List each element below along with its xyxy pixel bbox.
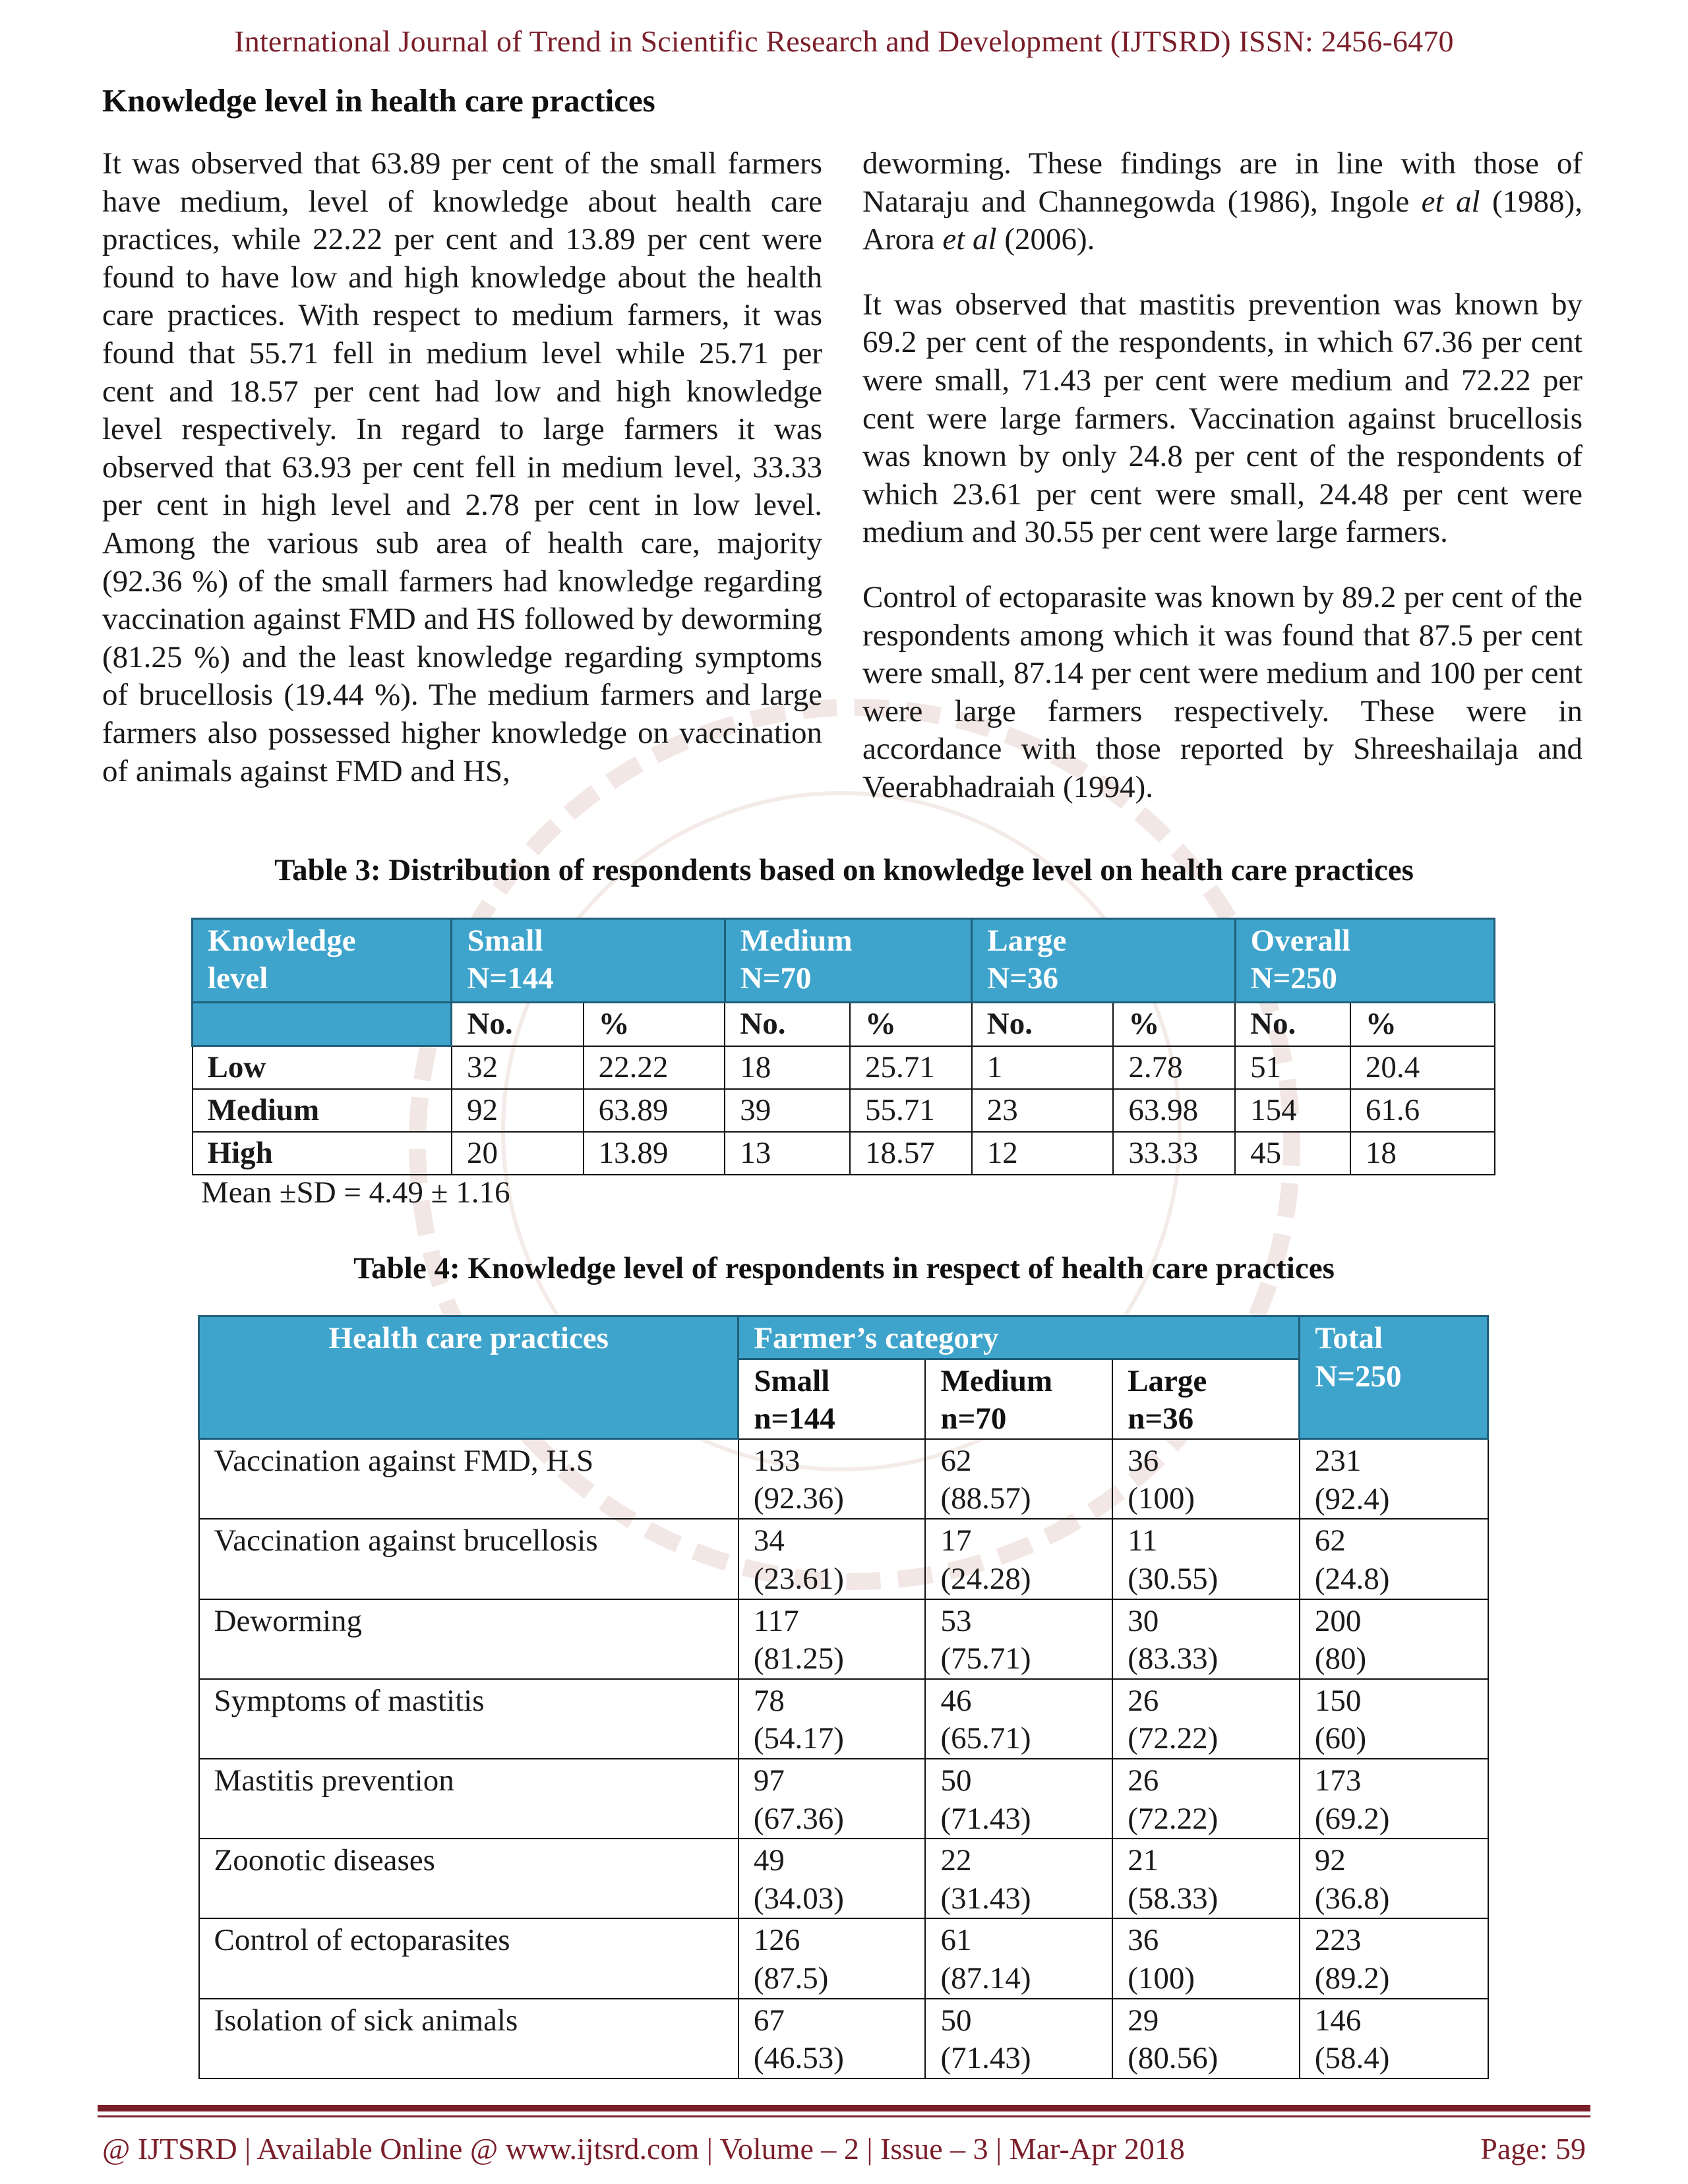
journal-header: International Journal of Trend in Scientific Research and Development (IJTSRD) ISSN: 2456-6470 — [234, 24, 1454, 58]
table3-subheader-blank — [193, 1003, 452, 1046]
table-cell: 117 (81.25) — [738, 1599, 926, 1679]
left-paragraph: It was observed that 63.89 per cent of the small farmers have medium, level of knowledge about health care practices, while 22.22 per cent and 13.89 per cent were found to have low and high knowledge about the health care practices. With respect to medium farmers, it was found that 55.71 fell in medium level while 25.71 per cent and 18.57 per cent had low and high knowledge level respectively. In regard to large farmers it was observed that 63.93 per cent fell in medium level, 33.33 per cent in high level and 2.78 per cent in low level. Among the various sub area of health care, majority (92.36 %) of the small farmers had knowledge regarding vaccination against FMD and HS followed by deworming (81.25 %) and the least knowledge regarding symptoms of brucellosis (19.44 %). The medium farmers and large farmers also possessed higher knowledge on vaccination of animals against FMD and HS, — [102, 146, 822, 788]
table-cell: 26 (72.22) — [1112, 1759, 1300, 1839]
table-row — [199, 1918, 1488, 1998]
table-cell: 67 (46.53) — [738, 1999, 926, 2079]
left-column — [102, 145, 822, 790]
table4-practice-label: Zoonotic diseases — [199, 1839, 738, 1918]
table-cell: 32 — [452, 1046, 584, 1090]
table-cell: 25.71 — [850, 1046, 972, 1090]
table4-sub-small: Small n=144 — [738, 1359, 926, 1439]
table-row — [199, 1759, 1488, 1839]
table-cell: 63.98 — [1113, 1089, 1235, 1132]
table4-title: Table 4: Knowledge level of respondents in respect of health care practices — [353, 1251, 1335, 1285]
table-cell: 22 (31.43) — [925, 1839, 1112, 1918]
table4-practice-label: Control of ectoparasites — [199, 1918, 738, 1998]
table3-row-label: Medium — [193, 1089, 452, 1132]
table4-sub-medium: Medium n=70 — [925, 1359, 1112, 1439]
table-cell: 1 — [972, 1046, 1114, 1090]
table3-sub-no: No. — [452, 1003, 584, 1046]
table-row — [199, 1599, 1488, 1679]
table3-sub-no: No. — [972, 1003, 1114, 1046]
table3-sub-pct: % — [584, 1003, 725, 1046]
table-cell: 150 (60) — [1300, 1679, 1488, 1759]
table-cell: 33.33 — [1113, 1132, 1235, 1175]
table4-group-header-row — [199, 1316, 1488, 1359]
table-row — [193, 1132, 1495, 1175]
table-cell: 34 (23.61) — [738, 1519, 926, 1599]
table-cell: 53 (75.71) — [925, 1599, 1112, 1679]
table3-group-header-row — [193, 919, 1495, 1003]
table-cell: 36 (100) — [1112, 1439, 1300, 1520]
table3-header-small: Small N=144 — [452, 919, 725, 1003]
table-row — [199, 1999, 1488, 2079]
table3-title: Table 3: Distribution of respondents based on knowledge level on health care practices — [274, 853, 1414, 887]
table-cell: 200 (80) — [1300, 1599, 1488, 1679]
table4-header-practices: Health care practices — [199, 1316, 738, 1439]
table-cell: 92 — [452, 1089, 584, 1132]
table-cell: 39 — [725, 1089, 850, 1132]
table-cell: 51 — [1235, 1046, 1350, 1090]
table-cell: 22.22 — [584, 1046, 725, 1090]
table3-sub-pct: % — [1113, 1003, 1235, 1046]
table-cell: 55.71 — [850, 1089, 972, 1132]
table-cell: 154 — [1235, 1089, 1350, 1132]
table-cell: 13.89 — [584, 1132, 725, 1175]
right-paragraph-1: deworming. These findings are in line with those of Nataraju and Channegowda (1986), Ingole et al (1988), Arora et al (2006). — [862, 146, 1582, 257]
table3-sub-pct: % — [1350, 1003, 1495, 1046]
table4-practice-label: Symptoms of mastitis — [199, 1679, 738, 1759]
table-cell: 20 — [452, 1132, 584, 1175]
table-cell: 36 (100) — [1112, 1918, 1300, 1998]
footer-divider-thin — [98, 2115, 1590, 2117]
table4-practice-label: Deworming — [199, 1599, 738, 1679]
table-cell: 49 (34.03) — [738, 1839, 926, 1918]
table-cell: 45 — [1235, 1132, 1350, 1175]
table3-header-large: Large N=36 — [972, 919, 1235, 1003]
table-row — [199, 1839, 1488, 1918]
table4-practice-label: Isolation of sick animals — [199, 1999, 738, 2079]
table-cell: 78 (54.17) — [738, 1679, 926, 1759]
page-number: Page: 59 — [1480, 2132, 1586, 2166]
table-cell: 173 (69.2) — [1300, 1759, 1488, 1839]
table3-sub-no: No. — [725, 1003, 850, 1046]
table-cell: 50 (71.43) — [925, 1999, 1112, 2079]
table4-header-category: Farmer’s category — [738, 1316, 1300, 1359]
table3-header-overall: Overall N=250 — [1235, 919, 1494, 1003]
table-cell: 13 — [725, 1132, 850, 1175]
table3-header-medium: Medium N=70 — [725, 919, 971, 1003]
table-cell: 11 (30.55) — [1112, 1519, 1300, 1599]
table-row — [199, 1439, 1488, 1520]
footer-citation: @ IJTSRD | Available Online @ www.ijtsrd.com | Volume – 2 | Issue – 3 | Mar-Apr 2018 — [102, 2132, 1185, 2166]
section-heading: Knowledge level in health care practices — [102, 82, 655, 119]
table3-row-label: Low — [193, 1046, 452, 1090]
table4-practice-label: Vaccination against FMD, H.S — [199, 1439, 738, 1520]
table-row — [193, 1046, 1495, 1090]
table3-row-label: High — [193, 1132, 452, 1175]
table-cell: 12 — [972, 1132, 1114, 1175]
table-cell: 29 (80.56) — [1112, 1999, 1300, 2079]
table3-subheader-row — [193, 1003, 1495, 1046]
table-cell: 61 (87.14) — [925, 1918, 1112, 1998]
table-cell: 92 (36.8) — [1300, 1839, 1488, 1918]
table4-practice-label: Vaccination against brucellosis — [199, 1519, 738, 1599]
table-cell: 126 (87.5) — [738, 1918, 926, 1998]
table3-header-knowledge: Knowledge level — [193, 919, 452, 1003]
table-cell: 62 (24.8) — [1300, 1519, 1488, 1599]
table-cell: 2.78 — [1113, 1046, 1235, 1090]
table4 — [198, 1315, 1489, 2079]
table4-sub-large: Large n=36 — [1112, 1359, 1300, 1439]
table-cell: 23 — [972, 1089, 1114, 1132]
table-cell: 17 (24.28) — [925, 1519, 1112, 1599]
table-cell: 231 (92.4) — [1300, 1439, 1488, 1520]
table-cell: 223 (89.2) — [1300, 1918, 1488, 1998]
table-cell: 46 (65.71) — [925, 1679, 1112, 1759]
table-cell: 146 (58.4) — [1300, 1999, 1488, 2079]
table-cell: 61.6 — [1350, 1089, 1495, 1132]
table-cell: 30 (83.33) — [1112, 1599, 1300, 1679]
table-row — [193, 1089, 1495, 1132]
table-cell: 20.4 — [1350, 1046, 1495, 1090]
right-paragraph-3: Control of ectoparasite was known by 89.2 per cent of the respondents among which it was found that 87.5 per cent were small, 87.14 per cent were medium and 100 per cent were large farmers respectively. These were in accordance with those reported by Shreeshailaja and Veerabhadraiah (1994). — [862, 579, 1582, 804]
table-cell: 18 — [1350, 1132, 1495, 1175]
table-cell: 97 (67.36) — [738, 1759, 926, 1839]
table3 — [191, 918, 1495, 1175]
table-cell: 26 (72.22) — [1112, 1679, 1300, 1759]
table4-header-total: Total N=250 — [1300, 1316, 1488, 1439]
right-paragraph-2: It was observed that mastitis prevention was known by 69.2 per cent of the respondents, in which 67.36 per cent were small, 71.43 per cent were medium and 72.22 per cent were large farmers. Vaccination against brucellosis was known by only 24.8 per cent of the respondents of which 23.61 per cent were small, 24.48 per cent were medium and 30.55 per cent were large farmers. — [862, 287, 1582, 550]
footer-divider-thick — [98, 2105, 1590, 2111]
table-cell: 18 — [725, 1046, 850, 1090]
table-cell: 50 (71.43) — [925, 1759, 1112, 1839]
table-row — [199, 1519, 1488, 1599]
right-column — [862, 145, 1582, 807]
table3-sub-pct: % — [850, 1003, 972, 1046]
table-row — [199, 1679, 1488, 1759]
table-cell: 18.57 — [850, 1132, 972, 1175]
table-cell: 133 (92.36) — [738, 1439, 926, 1520]
table4-practice-label: Mastitis prevention — [199, 1759, 738, 1839]
table-cell: 21 (58.33) — [1112, 1839, 1300, 1918]
table3-sub-no: No. — [1235, 1003, 1350, 1046]
table-cell: 63.89 — [584, 1089, 725, 1132]
table3-mean-sd: Mean ±SD = 4.49 ± 1.16 — [201, 1175, 510, 1210]
table-cell: 62 (88.57) — [925, 1439, 1112, 1520]
page-footer — [102, 2131, 1586, 2166]
